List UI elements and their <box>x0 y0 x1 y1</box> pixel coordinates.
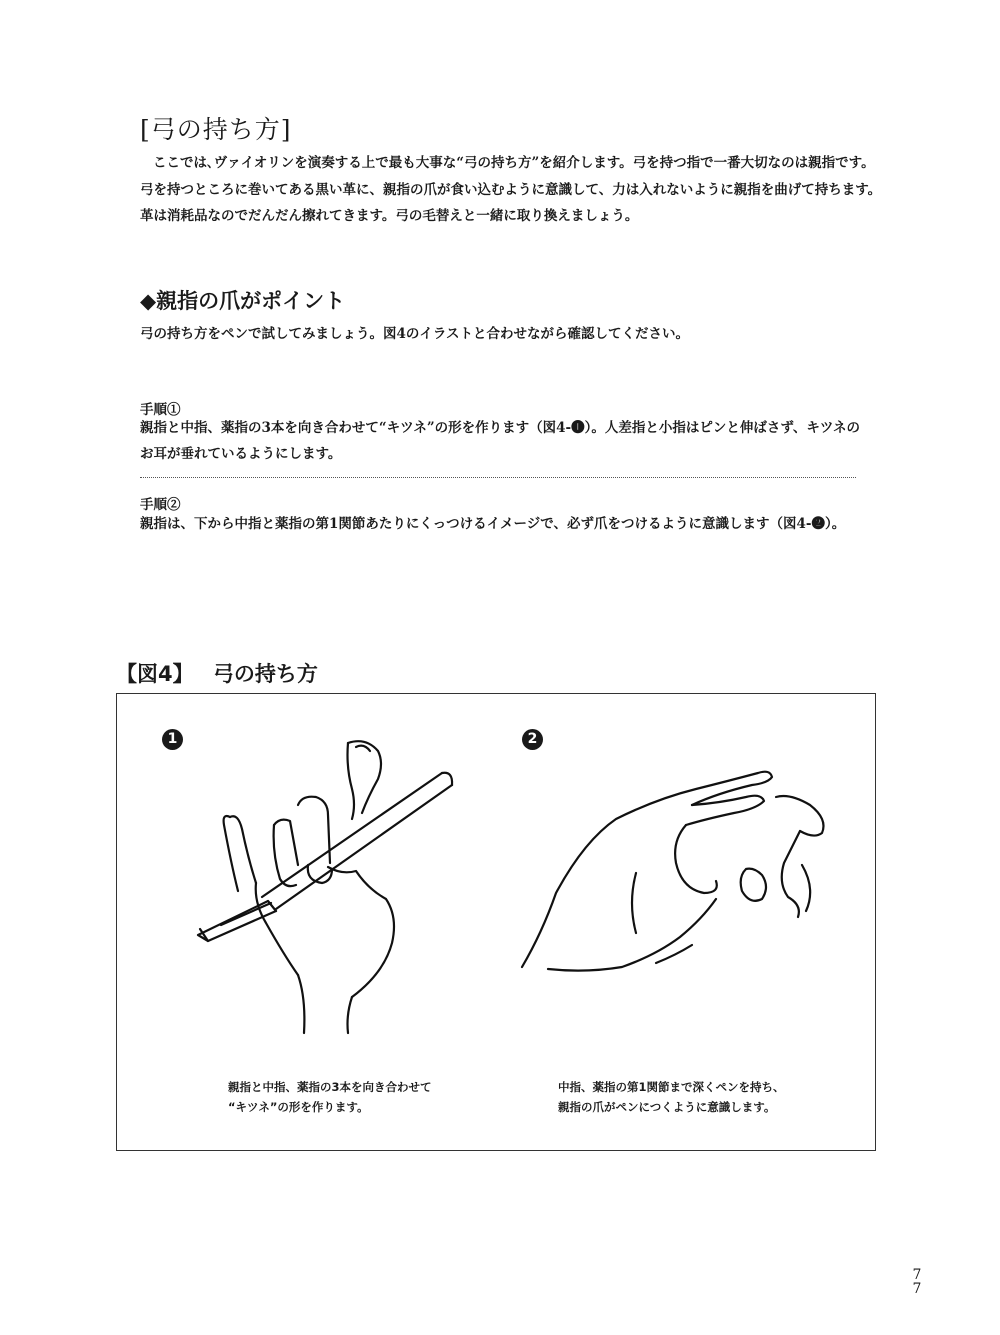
intro-line: 弓を持つところに巻いてある黒い革に、親指の爪が食い込むように意識して、力は入れないように親指を曲げて持ちます。 <box>140 181 882 198</box>
intro-line: 革は消耗品なのでだんだん擦れてきます。弓の毛替えと一緒に取り換えましょう。 <box>140 208 639 224</box>
step-1-label: 手順① <box>140 402 181 418</box>
step-2-text <box>140 511 865 537</box>
intro-paragraph <box>140 150 882 230</box>
step-1-text <box>140 415 865 467</box>
hand-holding-pen-illustration <box>198 741 452 1033</box>
panel-1-number: 1 <box>162 729 183 750</box>
figure-label: 【図4】 <box>116 662 194 686</box>
point-text: 弓の持ち方をペンで試してみましょう。図4のイラストと合わせながら確認してください。 <box>140 326 689 342</box>
intro-line: ここでは､ヴァイオリンを演奏する上で最も大事な“弓の持ち方”を紹介します。弓を持つ指で一番大切なのは親指です。 <box>153 155 875 171</box>
panel-2-number: 2 <box>522 729 543 750</box>
step-1-line: 親指と中指、薬指の3本を向き合わせて“キツネ”の形を作ります（図4-❶）。人差指と小指はピンと伸ばさず、キツネの <box>140 420 861 436</box>
page-number: 77 <box>912 1267 922 1297</box>
step-divider <box>140 477 856 478</box>
thumb-to-fingers-illustration <box>522 772 824 971</box>
panel-2-caption-line: 中指、薬指の第1関節まで深くペンを持ち、 <box>558 1080 785 1094</box>
step-1-line: お耳が垂れているようにします。 <box>140 446 342 462</box>
figure-title <box>116 658 318 688</box>
panel-2-caption <box>558 1077 785 1117</box>
panel-1-caption-line: “キツネ”の形を作ります。 <box>228 1100 369 1114</box>
section-title: [弓の持ち方] <box>140 115 292 144</box>
panel-1-caption-line: 親指と中指、薬指の3本を向き合わせて <box>228 1080 432 1094</box>
panel-1-caption <box>228 1077 432 1117</box>
step-2-label: 手順② <box>140 497 181 513</box>
point-heading: ◆親指の爪がポイント <box>140 288 346 313</box>
figure-caption-title: 弓の持ち方 <box>212 662 318 686</box>
step-2-line: 親指は、下から中指と薬指の第1関節あたりにくっつけるイメージで、必ず爪をつけるように意識します（図4-❷）。 <box>140 516 846 532</box>
panel-2-caption-line: 親指の爪がペンにつくように意識します。 <box>558 1100 776 1114</box>
